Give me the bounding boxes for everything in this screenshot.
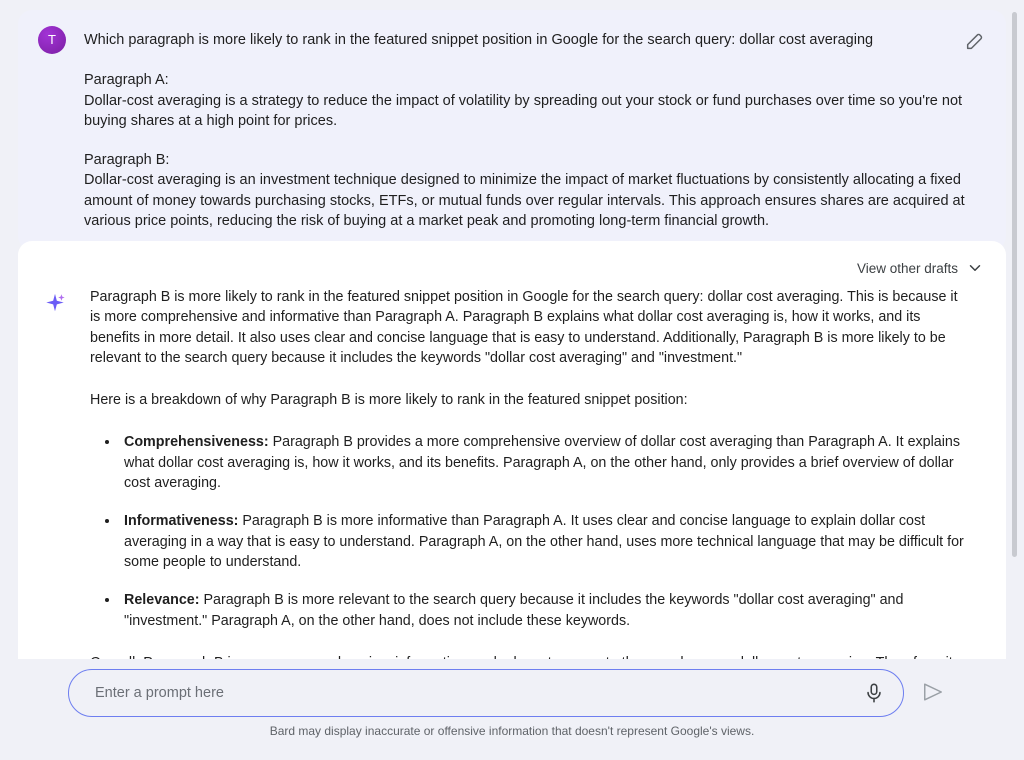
paragraph-a [84,70,974,132]
list-item [120,590,966,631]
microphone-icon[interactable] [863,682,885,704]
scrollbar-thumb[interactable] [1012,12,1017,557]
prompt-header-row [38,26,986,54]
composer-footer [0,659,1024,760]
paragraph-b-text: Dollar-cost averaging is an investment technique designed to minimize the impact of market fluctuations by consistently allocating a fixed amount of money towards purchasing stocks, ETFs, or mutual funds over regular intervals. This approach ensures shares are acquired at various price points, reducing the risk of buying at a market peak and promoting long-term financial growth. [84,172,965,229]
bullet-term: Comprehensiveness: [124,434,269,451]
response-body [90,287,966,715]
paragraph-a-text: Dollar-cost averaging is a strategy to reduce the impact of volatility by spreading out your stock or fund purchases over time so you're not buying shares at a high point for prices. [84,92,963,129]
bullet-text: Paragraph B is more relevant to the search query because it includes the keywords "dollar cost averaging" and "investment." Paragraph A, on the other hand, does not include these keywords. [124,592,904,629]
send-icon[interactable] [922,681,944,703]
view-other-drafts-label: View other drafts [856,260,958,276]
disclaimer-text: Bard may display inaccurate or offensive information that doesn't represent Google's views. [269,724,755,738]
paragraph-a-label: Paragraph A: [84,72,169,88]
prompt-question: Which paragraph is more likely to rank in the featured snippet position in Google for the search query: dollar cost averaging [84,32,874,48]
avatar: T [38,26,66,54]
response-intro: Paragraph B is more likely to rank in the featured snippet position in Google for the search query: dollar cost averaging. This is because it is more comprehensive and informative than Paragraph A. Paragraph B explains what dollar cost averaging is, how it works, and its benefits in more detail. It also uses clear and concise language that is easy to understand. Additionally, Paragraph B is more likely to be relevant to the search query because it includes the keywords "dollar cost averaging" and "investment." [90,289,958,366]
bullet-text: Paragraph B is more informative than Paragraph A. It uses clear and concise language to explain dollar cost averaging in a way that is easy to understand. Paragraph A, on the other hand, uses more technical language that may be difficult for some people to understand. [124,513,964,570]
user-prompt-block [18,10,1006,250]
response-row [18,283,1006,715]
prompt-composer[interactable] [68,669,904,717]
bullet-text: Paragraph B provides a more comprehensive overview of dollar cost averaging than Paragraph A. It explains what dollar cost averaging is, how it works, and its benefits. Paragraph A, on the other hand, only provides a brief overview of dollar cost averaging. [124,434,961,492]
bullet-term: Informativeness: [124,513,239,530]
prompt-body [84,70,974,232]
search-input[interactable] [93,684,863,702]
sparkle-icon [44,292,66,314]
bullet-term: Relevance: [124,592,200,609]
pencil-icon[interactable] [964,30,986,52]
response-bullet-list [90,432,966,630]
response-breakdown-lead: Here is a breakdown of why Paragraph B is more likely to rank in the featured snippet position: [90,392,688,409]
response-card [18,241,1006,661]
chevron-down-icon [966,259,984,277]
list-item [120,432,966,493]
paragraph-b [84,150,974,232]
view-other-drafts-button[interactable] [18,241,1006,283]
list-item [120,511,966,572]
paragraph-b-label: Paragraph B: [84,151,170,168]
